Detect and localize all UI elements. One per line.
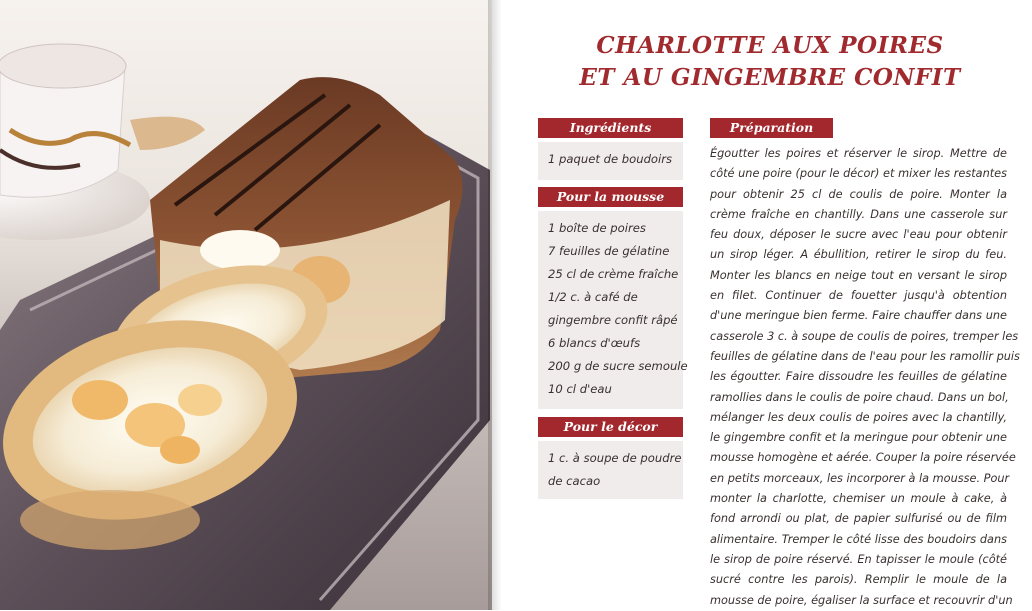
- preparation-line: pour obtenir 25 cl de coulis de poire. Monter la: [710, 187, 1007, 201]
- preparation-text: [710, 144, 1020, 611]
- preparation-header: Préparation: [710, 118, 833, 138]
- mousse-item: 200 g de sucre semoule: [548, 359, 688, 373]
- preparation-line: Monter les blancs en neige tout en versant le sirop: [710, 268, 1007, 282]
- mousse-list: [538, 211, 688, 409]
- decor-item: de cacao: [548, 474, 601, 488]
- mousse-item: 7 feuilles de gélatine: [548, 244, 670, 258]
- preparation-line: feu doux, déposer le sucre avec l'eau pour obtenir: [710, 228, 1007, 242]
- mousse-item: 25 cl de crème fraîche: [548, 267, 679, 281]
- preparation-line: en filet. Continuer de fouetter jusqu'à obtention: [710, 289, 1007, 303]
- preparation-line: Égoutter les poires et réserver le sirop. Mettre de: [710, 147, 1007, 160]
- preparation-line: alimentaire. Tremper le côté lisse des boudoirs dans: [710, 532, 1007, 546]
- ingredients-header: Ingrédients: [538, 118, 683, 138]
- title-line-2: ET AU GINGEMBRE CONFIT: [579, 64, 961, 91]
- charlotte-illustration: [0, 0, 492, 610]
- preparation-line: le gingembre confit et la meringue pour obtenir une: [710, 431, 1007, 445]
- dessert-photo: [0, 0, 492, 610]
- preparation-line: mousse de poire, égaliser la surface et recouvrir d'un: [710, 593, 1013, 607]
- mousse-item: gingembre confit râpé: [548, 313, 678, 327]
- preparation-line: les égoutter. Faire dissoudre les feuilles de gélatine: [710, 370, 1007, 384]
- preparation-line: sucré contre les parois). Remplir le moule de la: [710, 573, 1007, 587]
- ingredient-item: 1 paquet de boudoirs: [548, 152, 673, 166]
- recipe-title: [560, 30, 980, 94]
- mousse-header: Pour la mousse: [538, 187, 683, 207]
- preparation-line: mélanger les deux coulis de poires avec la chantilly,: [710, 410, 1007, 424]
- preparation-line: feuilles de gélatine dans de l'eau pour les ramollir puis: [710, 349, 1020, 363]
- preparation-line: un sirop léger. A ébullition, retirer le sirop du feu.: [710, 248, 1007, 262]
- decor-header: Pour le décor: [538, 417, 683, 437]
- mousse-item: 10 cl d'eau: [548, 382, 612, 396]
- preparation-line: casserole 3 c. à soupe de coulis de poires, tremper les: [710, 329, 1019, 343]
- preparation-line: d'une meringue bien ferme. Faire chauffer dans une: [710, 309, 1007, 323]
- preparation-line: mousse homogène et aérée. Couper la poire réservée: [710, 451, 1016, 465]
- preparation-line: monter la charlotte, chemiser un moule à cake, à: [710, 492, 1007, 506]
- mousse-item: 1 boîte de poires: [548, 221, 646, 235]
- preparation-line: en petits morceaux, les incorporer à la mousse. Pour: [710, 471, 1010, 485]
- decor-item: 1 c. à soupe de poudre: [548, 451, 682, 465]
- preparation-line: crème fraîche en chantilly. Dans une casserole sur: [710, 207, 1007, 221]
- preparation-line: côté une poire (pour le décor) et mixer les restantes: [710, 167, 1007, 181]
- ingredients-list: [538, 142, 683, 180]
- title-line-1: CHARLOTTE AUX POIRES: [596, 32, 944, 59]
- decor-list: [538, 441, 683, 499]
- preparation-line: fond arrondi ou plat, de papier sulfurisé ou de film: [710, 512, 1007, 526]
- preparation-line: ramollies dans le coulis de poire chaud. Dans un bol,: [710, 390, 1009, 404]
- preparation-line: le sirop de poire réservé. En tapisser le moule (côté: [710, 552, 1007, 566]
- mousse-item: 1/2 c. à café de: [548, 290, 638, 304]
- page-gutter: [488, 0, 502, 610]
- mousse-item: 6 blancs d'œufs: [548, 336, 641, 350]
